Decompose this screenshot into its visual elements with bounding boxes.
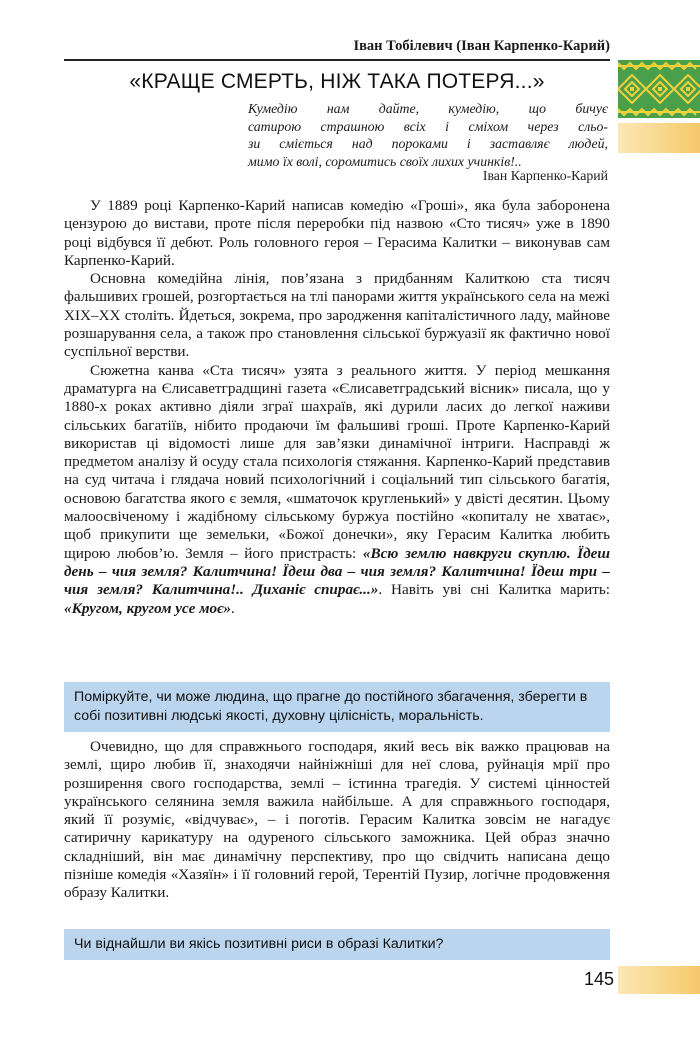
question: Чи віднайшли ви якісь позитивні риси в образі Калитки? (74, 936, 444, 952)
land-quote: «Всю землю навкруги скуплю. Їдеш день – чия земля? Калитчина! Їдеш два – чия земля? Калитчина! Їдеш три – чия земля? Калитчина!.. Диханіє спирає...» (64, 544, 611, 599)
page-number-tab (618, 966, 700, 994)
question-box (64, 929, 610, 960)
embroidery-ornament-icon (618, 60, 700, 118)
epigraph-line: зи сміється над пороками і заставляє людей, (248, 136, 608, 152)
page-number: 145 (583, 969, 614, 989)
paragraph-end: . (231, 599, 235, 617)
section-1-text (64, 197, 610, 618)
paragraph: Основна комедійна лінія, пов’язана з придбанням Калиткою ста тисяч фальшивих грошей, розгортається на тлі панорами життя українського села на межі ХІХ–ХХ століть. Йдеться, зокрема, про зародження капіталістичного ладу, майнове розшарування села, а також про становлення сільської буржуазії як фактично нової суспільної верстви. (64, 270, 610, 361)
epigraph-line: Кумедію нам дайте, кумедію, що бичує (248, 101, 608, 116)
epigraph-author: Іван Карпенко-Карий (482, 168, 608, 183)
epigraph (248, 100, 608, 170)
header-rule (64, 59, 610, 61)
section-2-text (64, 738, 610, 903)
epigraph-line: мимо їх волі, соромитись своїх лихих учинків!.. (248, 153, 522, 169)
paragraph (64, 362, 610, 618)
reflection-question-box (64, 682, 610, 732)
paragraph: У 1889 році Карпенко-Карий написав комедію «Гроші», яка була заборонена цензурою до вистави, проте після переробки під назвою «Сто тисяч» уже в 1890 році відбувся її дебют. Роль головного героя – Герасима Калитки – виконував сам Карпенко-Карий. (64, 197, 610, 269)
epigraph-line: сатирою страшною всіх і сміхом через сльо- (248, 118, 608, 134)
reflection-question: Поміркуйте, чи може людина, що прагне до постійного збагачення, зберегти в собі позитивні людські якості, духовну цілісність, моральність. (74, 689, 588, 724)
paragraph-text: . Навіть уві сні Калитка марить: (378, 581, 610, 599)
paragraph: Очевидно, що для справжнього господаря, який весь вік важко працював на землі, щиро любив її, знаходячи найніжніші для неї слова, руйнація мрії про розширення свого господарства, землі – істинна трагедія. У системі цінностей українського селянина земля важила найбільше. А для справжнього господаря, який її розуміє, «відчуває», – і поготів. Герасим Калитка зовсім не нагадує сатиричну карикатуру на одуреного сільського заможника. Цей образ значно складніший, він має динамічну перспективу, про що свідчить написана дещо пізніше комедія «Хазяїн» і її головний герой, Терентій Пузир, логічне продовження образу Калитки. (64, 738, 610, 902)
paragraph-text: Сюжетна канва «Ста тисяч» узята з реального життя. У період мешкання драматурга на Єлисаветградщині газета «Єлисаветградський вісник» писала, що у 1880-х роках активно діяли зграї шахраїв, які дурили ласих до легкої наживи сільських багатіїв, нібито продаючи їм фальшиві гроші. Проте Карпенко-Карий використав ці відомості лише для зав’язки динамічної інтриги. Насправді ж предметом аналізу й осуду стала психологія стяжання. Карпенко-Карий представив на суд читача і глядача новий психологічний і соціальний тип сільського багатія, основою багатства якого є земля, «шматочок кругленький» у двісті десятин. Цьому малоосвіченому і жадібному сільському буржуа постійно «копиталу не хватає», щоб прикупити ще земельки, «Божої донечки», яку Герасим Калитка любить щирою любов’ю. Земля – його пристрасть: (64, 361, 610, 562)
dream-quote: «Кругом, кругом усе моє» (64, 599, 232, 617)
running-head: Іван Тобілевич (Іван Карпенко-Карий) (353, 38, 610, 54)
chapter-tab-stripe (618, 123, 700, 153)
chapter-title: «КРАЩЕ СМЕРТЬ, НІЖ ТАКА ПОТЕРЯ...» (129, 70, 545, 93)
